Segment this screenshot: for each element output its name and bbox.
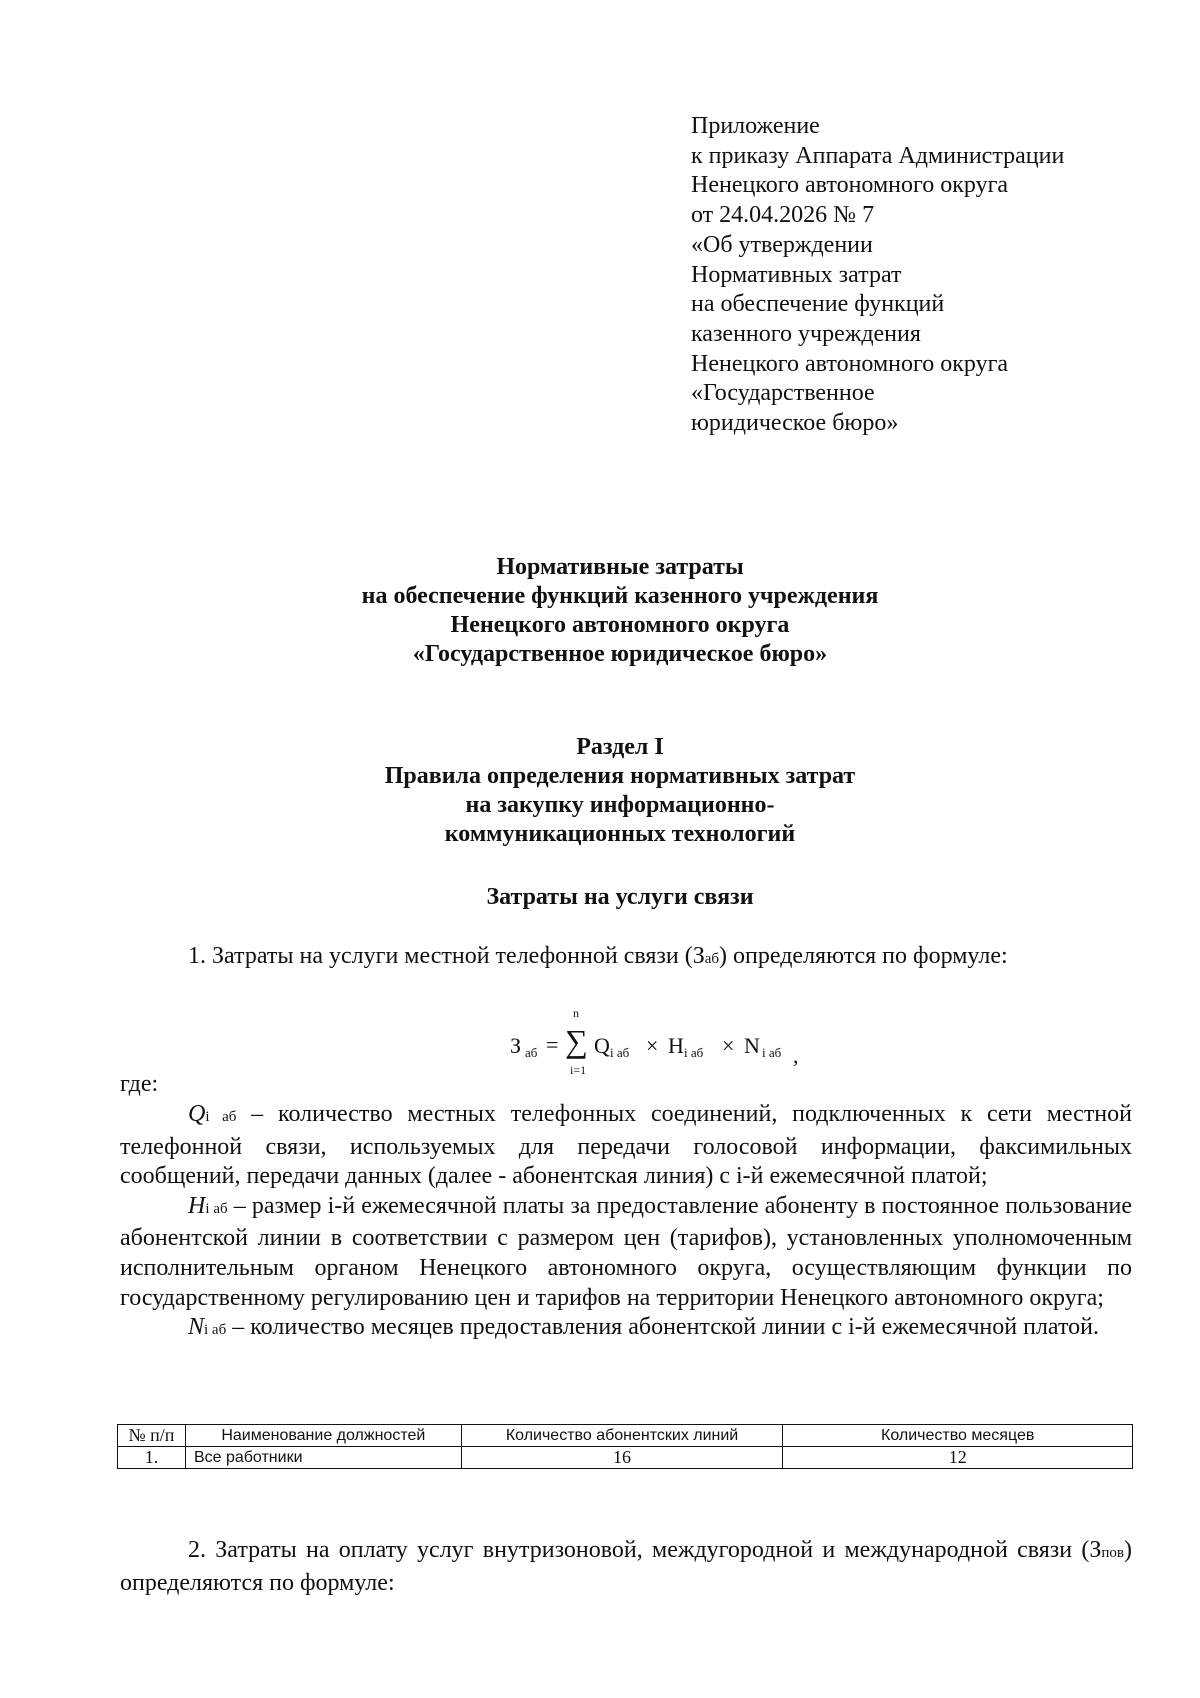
- paragraph-text: 1. Затраты на услуги местной телефонной связи (З: [188, 943, 705, 969]
- definition-variable-subscript: i аб: [205, 1109, 237, 1125]
- definition-variable: Q: [188, 1101, 206, 1127]
- formula-q: Q: [594, 1033, 610, 1058]
- formula-sum-lower-limit: i=1: [570, 1063, 587, 1077]
- section-line: Раздел I: [576, 734, 664, 760]
- definition-variable-subscript: i аб: [205, 1200, 228, 1217]
- annex-line: «Об утверждении: [691, 231, 873, 258]
- paragraph-subscript: пов: [1101, 1545, 1124, 1561]
- title-line: «Государственное юридическое бюро»: [412, 641, 828, 667]
- title-line: Ненецкого автономного округа: [450, 612, 790, 638]
- paragraph-text: 2. Затраты на оплату услуг внутризоновой, междугородной и международной связи (З: [188, 1537, 1102, 1563]
- definition-text: – количество месяцев предоставления абонентской линии с i-й ежемесячной платой.: [226, 1314, 1099, 1341]
- definition-variable: Н: [188, 1192, 206, 1219]
- definition-variable: N: [188, 1314, 205, 1341]
- formula-comma: ,: [793, 1043, 799, 1068]
- annex-line: Приложение: [691, 113, 820, 139]
- table-header-lines: Количество абонентских линий: [461, 1425, 783, 1447]
- annex-line: Ненецкого автономного округа: [691, 172, 1009, 199]
- annex-line: от 24.04.2026 № 7: [691, 202, 875, 229]
- definition-text: – размер i-й ежемесячной платы за предоставление абоненту в постоянное пользование абонентской линии в соответствии с размером цен (тарифов), установленных уполномоченным исполнительным органом Ненецкого автономного округа, осуществляющим функции по государственному регулированию цен и тарифов на территории Ненецкого автономного округа;: [120, 1192, 1132, 1311]
- formula-equals: =: [546, 1032, 559, 1057]
- annex-line: казенного учреждения: [691, 320, 921, 347]
- table-header-position: Наименование должностей: [185, 1425, 461, 1447]
- formula-local-telephony: [510, 1003, 810, 1083]
- formula-h-subscript: i аб: [684, 1045, 704, 1060]
- definition-item: [120, 1313, 1132, 1346]
- paragraph-text: ) определяются по формуле:: [120, 1537, 1132, 1596]
- table-cell-position: Все работники: [185, 1447, 461, 1469]
- formula-h: Н: [668, 1033, 684, 1058]
- section-heading: [200, 733, 1040, 849]
- annex-line: Ненецкого автономного округа: [691, 350, 1009, 377]
- formula-lhs-subscript: аб: [525, 1045, 538, 1060]
- annex-block: [691, 112, 1111, 439]
- section-line: на закупку информационно-: [465, 792, 775, 818]
- paragraph-text: ) определяются по формуле:: [719, 943, 1008, 969]
- formula-n: N: [744, 1033, 760, 1058]
- subscriber-lines-table: [117, 1424, 1133, 1469]
- section-line: Правила определения нормативных затрат: [384, 763, 856, 789]
- paragraph-subscript: аб: [704, 951, 720, 967]
- table-header-row: [118, 1425, 1133, 1447]
- section-line: коммуникационных технологий: [444, 821, 796, 847]
- subheading: Затраты на услуги связи: [486, 884, 754, 910]
- definition-variable-subscript: i аб: [204, 1322, 227, 1339]
- annex-line: к приказу Аппарата Администрации: [691, 142, 1065, 169]
- table-cell-lines: 16: [461, 1447, 783, 1469]
- paragraph-1: [120, 942, 1132, 975]
- where-label: где:: [120, 1071, 159, 1097]
- annex-line: юридическое бюро»: [691, 410, 899, 437]
- table-header-number: № п/п: [118, 1425, 186, 1447]
- formula-sum-upper-limit: n: [573, 1006, 579, 1020]
- title-line: на обеспечение функций казенного учреждения: [361, 583, 879, 609]
- table-row: [118, 1447, 1133, 1469]
- document-title: [200, 553, 1040, 669]
- formula-n-subscript: i аб: [762, 1045, 782, 1060]
- title-line: Нормативные затраты: [496, 554, 744, 580]
- multiply-sign-icon: ×: [646, 1033, 659, 1058]
- definition-text: – количество местных телефонных соединений, подключенных к сети местной телефонной связи, используемых для передачи голосовой информации, факсимильных сообщений, передачи данных (далее - абонентская линия) с i-й ежемесячной платой;: [120, 1101, 1132, 1190]
- table-cell-number: 1.: [118, 1447, 186, 1469]
- table-cell-months: 12: [783, 1447, 1133, 1469]
- annex-line: на обеспечение функций: [691, 291, 945, 318]
- definition-item: [120, 1192, 1132, 1313]
- table-header-months: Количество месяцев: [783, 1425, 1133, 1447]
- formula-lhs: З: [510, 1033, 522, 1058]
- definitions-list: [120, 1100, 1132, 1346]
- paragraph-2: [120, 1536, 1132, 1598]
- formula-q-subscript: i аб: [610, 1045, 630, 1060]
- annex-line: «Государственное: [691, 380, 875, 407]
- annex-line: Нормативных затрат: [691, 261, 902, 288]
- sum-sign-icon: ∑: [565, 1023, 588, 1059]
- definition-item: [120, 1100, 1132, 1192]
- multiply-sign-icon: ×: [722, 1033, 735, 1058]
